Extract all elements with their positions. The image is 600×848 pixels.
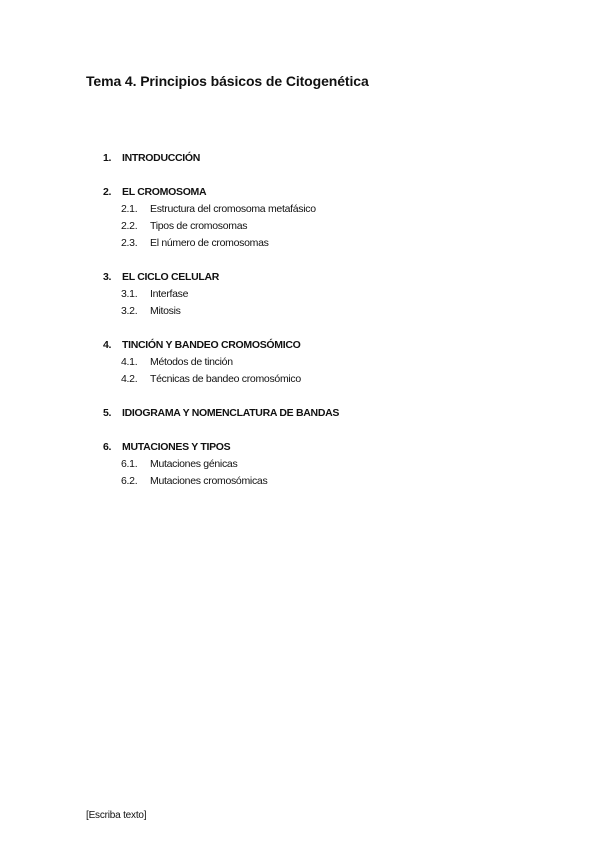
section-title: MUTACIONES Y TIPOS (122, 441, 231, 453)
toc-section (103, 152, 543, 169)
subsection-title: Técnicas de bandeo cromosómico (150, 373, 301, 385)
section-title: TINCIÓN Y BANDEO CROMOSÓMICO (122, 339, 301, 351)
subsection-title: El número de cromosomas (150, 237, 269, 249)
section-title: INTRODUCCIÓN (122, 152, 201, 164)
subsection-item (103, 373, 543, 390)
subsection-number: 2.2. (121, 220, 138, 232)
table-of-contents (103, 152, 543, 509)
section-heading (103, 339, 543, 356)
subsection-list (103, 288, 543, 322)
subsection-number: 2.3. (121, 237, 138, 249)
subsection-number: 3.2. (121, 305, 138, 317)
section-title: EL CICLO CELULAR (122, 271, 220, 283)
section-number: 5. (103, 407, 112, 419)
section-title: EL CROMOSOMA (122, 186, 207, 198)
section-heading (103, 152, 543, 169)
subsection-item (103, 237, 543, 254)
section-heading (103, 186, 543, 203)
section-title: IDIOGRAMA Y NOMENCLATURA DE BANDAS (122, 407, 340, 419)
subsection-list (103, 203, 543, 254)
subsection-number: 6.1. (121, 458, 138, 470)
subsection-item (103, 220, 543, 237)
section-number: 4. (103, 339, 112, 351)
subsection-title: Tipos de cromosomas (150, 220, 248, 232)
section-number: 1. (103, 152, 112, 164)
toc-section (103, 186, 543, 254)
subsection-title: Interfase (150, 288, 189, 300)
toc-section (103, 441, 543, 492)
toc-section (103, 407, 543, 424)
subsection-title: Mutaciones cromosómicas (150, 475, 268, 487)
section-number: 6. (103, 441, 112, 453)
subsection-title: Mutaciones génicas (150, 458, 238, 470)
subsection-item (103, 288, 543, 305)
subsection-item (103, 475, 543, 492)
subsection-title: Mitosis (150, 305, 181, 317)
section-number: 2. (103, 186, 112, 198)
subsection-item (103, 305, 543, 322)
section-number: 3. (103, 271, 112, 283)
document-title: Tema 4. Principios básicos de Citogenética (86, 73, 369, 89)
subsection-list (103, 356, 543, 390)
subsection-number: 2.1. (121, 203, 138, 215)
toc-section (103, 339, 543, 390)
footer-placeholder[interactable]: [Escriba texto] (86, 810, 147, 821)
subsection-item (103, 458, 543, 475)
subsection-item (103, 356, 543, 373)
subsection-number: 3.1. (121, 288, 138, 300)
subsection-list (103, 458, 543, 492)
subsection-number: 6.2. (121, 475, 138, 487)
subsection-number: 4.1. (121, 356, 138, 368)
toc-section (103, 271, 543, 322)
subsection-number: 4.2. (121, 373, 138, 385)
section-heading (103, 407, 543, 424)
subsection-item (103, 203, 543, 220)
subsection-title: Estructura del cromosoma metafásico (150, 203, 316, 215)
section-heading (103, 441, 543, 458)
subsection-title: Métodos de tinción (150, 356, 233, 368)
section-heading (103, 271, 543, 288)
